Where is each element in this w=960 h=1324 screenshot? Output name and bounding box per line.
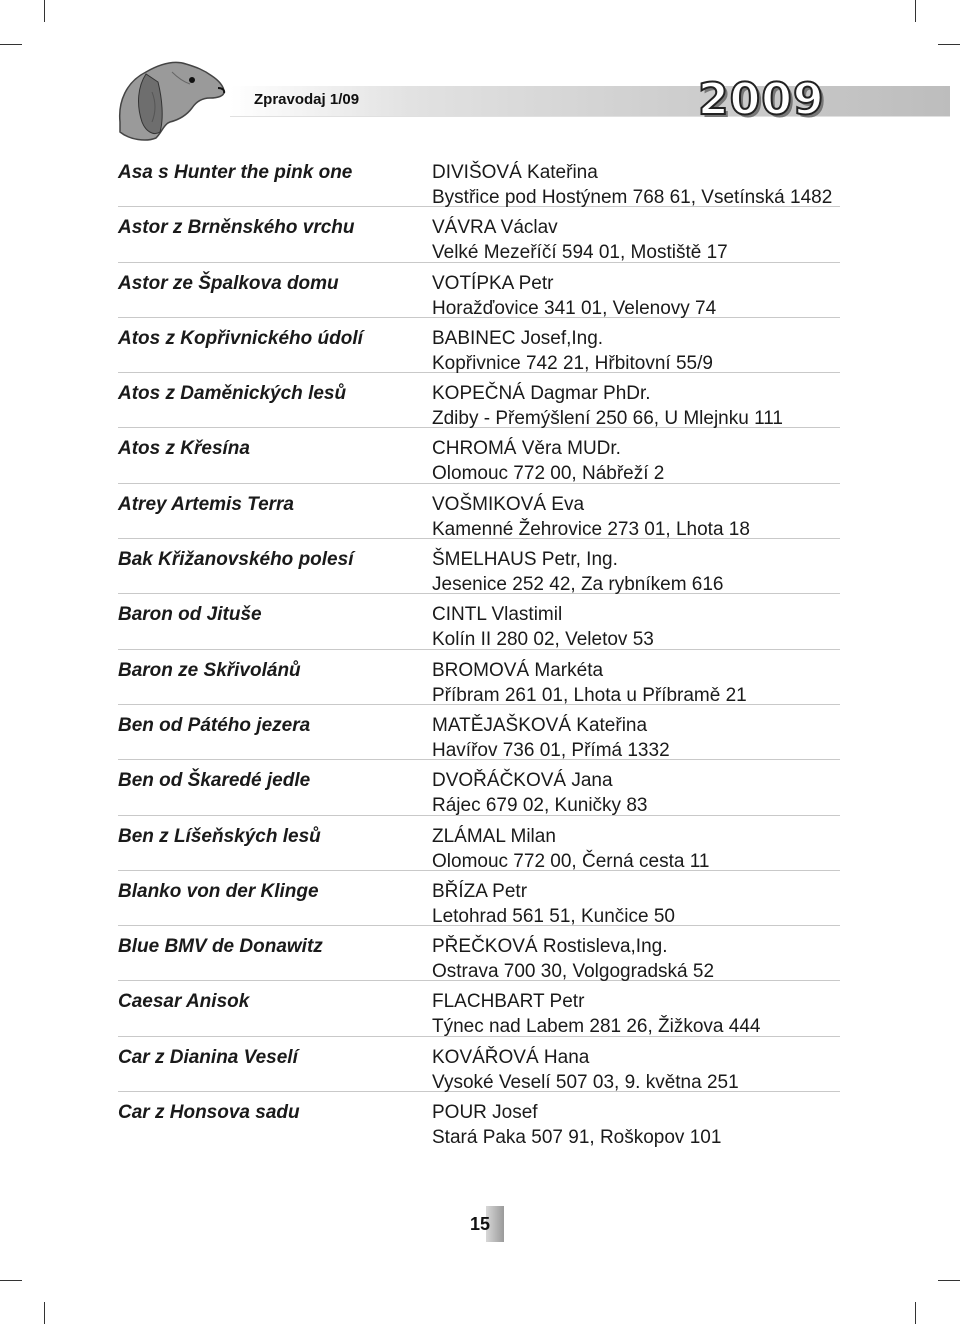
owner-name: BŘÍZA Petr (432, 880, 528, 902)
crop-mark (44, 1302, 45, 1324)
owner-name: BABINEC Josef,Ing. (432, 327, 604, 349)
dog-name: Car z Dianina Veselí (118, 1046, 298, 1068)
owner-name: CINTL Vlastimil (432, 604, 563, 626)
dog-name: Blanko von der Klinge (118, 880, 319, 902)
list-item (118, 1092, 840, 1147)
owner-address: Horažďovice 341 01, Velenovy 74 (432, 297, 717, 319)
list-item (118, 705, 840, 760)
dog-name: Atos z Daměnických lesů (118, 383, 347, 405)
owner-address: Vysoké Veselí 507 03, 9. května 251 (432, 1071, 739, 1093)
list-item (118, 207, 840, 262)
dog-head-logo-icon (112, 52, 232, 144)
divider (230, 116, 950, 117)
list-item (118, 816, 840, 871)
owner-address: Velké Mezeříčí 594 01, Mostiště 17 (432, 242, 728, 264)
owner-name: ZLÁMAL Milan (432, 825, 556, 847)
list-item (118, 981, 840, 1036)
owner-name: KOVÁŘOVÁ Hana (432, 1046, 590, 1068)
owner-address: Týnec nad Labem 281 26, Žižkova 444 (432, 1016, 761, 1038)
owner-address: Kolín II 280 02, Veletov 53 (432, 629, 654, 651)
owner-name: MATĚJAŠKOVÁ Kateřina (432, 714, 648, 736)
owner-address: Jesenice 252 42, Za rybníkem 616 (432, 574, 724, 596)
owner-name: BROMOVÁ Markéta (432, 659, 604, 681)
dog-name: Bak Křižanovského polesí (118, 549, 354, 571)
owner-address: Rájec 679 02, Kuničky 83 (432, 795, 648, 817)
dog-name: Ben od Pátého jezera (118, 714, 311, 736)
owner-address: Olomouc 772 00, Nábřeží 2 (432, 463, 665, 485)
dog-name: Baron od Jituše (118, 604, 262, 626)
dog-name: Atos z Kopřivnického údolí (118, 327, 363, 349)
owner-address: Olomouc 772 00, Černá cesta 11 (432, 850, 710, 872)
list-item (118, 263, 840, 318)
owner-address: Letohrad 561 51, Kunčice 50 (432, 905, 675, 927)
owner-name: DIVIŠOVÁ Kateřina (432, 162, 598, 183)
crop-mark (915, 1302, 916, 1324)
dog-name: Ben od Škaredé jedle (118, 770, 311, 792)
list-item (118, 760, 840, 815)
dog-name: Caesar Anisok (118, 991, 250, 1013)
list-item (118, 152, 840, 207)
owner-name: POUR Josef (432, 1102, 538, 1124)
owner-address: Havířov 736 01, Přímá 1332 (432, 739, 670, 761)
owner-address: Zdiby - Přemýšlení 250 66, U Mlejnku 111 (432, 408, 783, 430)
owner-name: ŠMELHAUS Petr, Ing. (432, 549, 618, 571)
list-item (118, 871, 840, 926)
list-item (118, 484, 840, 539)
owner-name: VOTÍPKA Petr (432, 272, 554, 294)
crop-mark (0, 1280, 22, 1281)
year-title: 2009 (698, 74, 825, 125)
owner-address: Stará Paka 507 91, Roškopov 101 (432, 1127, 722, 1149)
page-number-box (462, 1206, 506, 1242)
list-item (118, 428, 840, 483)
page-number: 15 (470, 1214, 491, 1234)
list-item (118, 318, 840, 373)
dog-name: Astor ze Špalkova domu (118, 272, 339, 294)
list-item (118, 1037, 840, 1092)
owner-name: VÁVRA Václav (432, 217, 558, 239)
owner-name: FLACHBART Petr (432, 991, 585, 1013)
list-item (118, 594, 840, 649)
owner-list (118, 152, 840, 1147)
dog-name: Car z Honsova sadu (118, 1102, 300, 1124)
owner-address: Bystřice pod Hostýnem 768 61, Vsetínská 1482 (432, 187, 833, 208)
owner-name: VOŠMIKOVÁ Eva (432, 493, 585, 515)
dog-name: Asa s Hunter the pink one (118, 162, 353, 183)
owner-address: Ostrava 700 30, Volgogradská 52 (432, 961, 715, 983)
crop-mark (938, 1280, 960, 1281)
dog-name: Astor z Brněnského vrchu (118, 217, 355, 239)
owner-name: PŘEČKOVÁ Rostisleva,Ing. (432, 936, 668, 958)
list-item (118, 373, 840, 428)
list-item (118, 539, 840, 594)
list-item (118, 926, 840, 981)
owner-name: CHROMÁ Věra MUDr. (432, 438, 621, 460)
issue-label: Zpravodaj 1/09 (254, 91, 360, 108)
page-header (0, 0, 960, 150)
owner-name: KOPEČNÁ Dagmar PhDr. (432, 383, 651, 405)
dog-name: Baron ze Skřivolánů (118, 659, 301, 681)
owner-address: Příbram 261 01, Lhota u Příbramě 21 (432, 684, 747, 706)
owner-address: Kopřivnice 742 21, Hřbitovní 55/9 (432, 352, 713, 374)
owner-address: Kamenné Žehrovice 273 01, Lhota 18 (432, 518, 750, 540)
list-item (118, 650, 840, 705)
owner-name: DVOŘÁČKOVÁ Jana (432, 770, 613, 792)
dog-name: Ben z Líšeňských lesů (118, 825, 321, 847)
dog-name: Atos z Křesína (118, 438, 250, 460)
dog-name: Atrey Artemis Terra (118, 493, 295, 515)
dog-name: Blue BMV de Donawitz (118, 936, 323, 958)
